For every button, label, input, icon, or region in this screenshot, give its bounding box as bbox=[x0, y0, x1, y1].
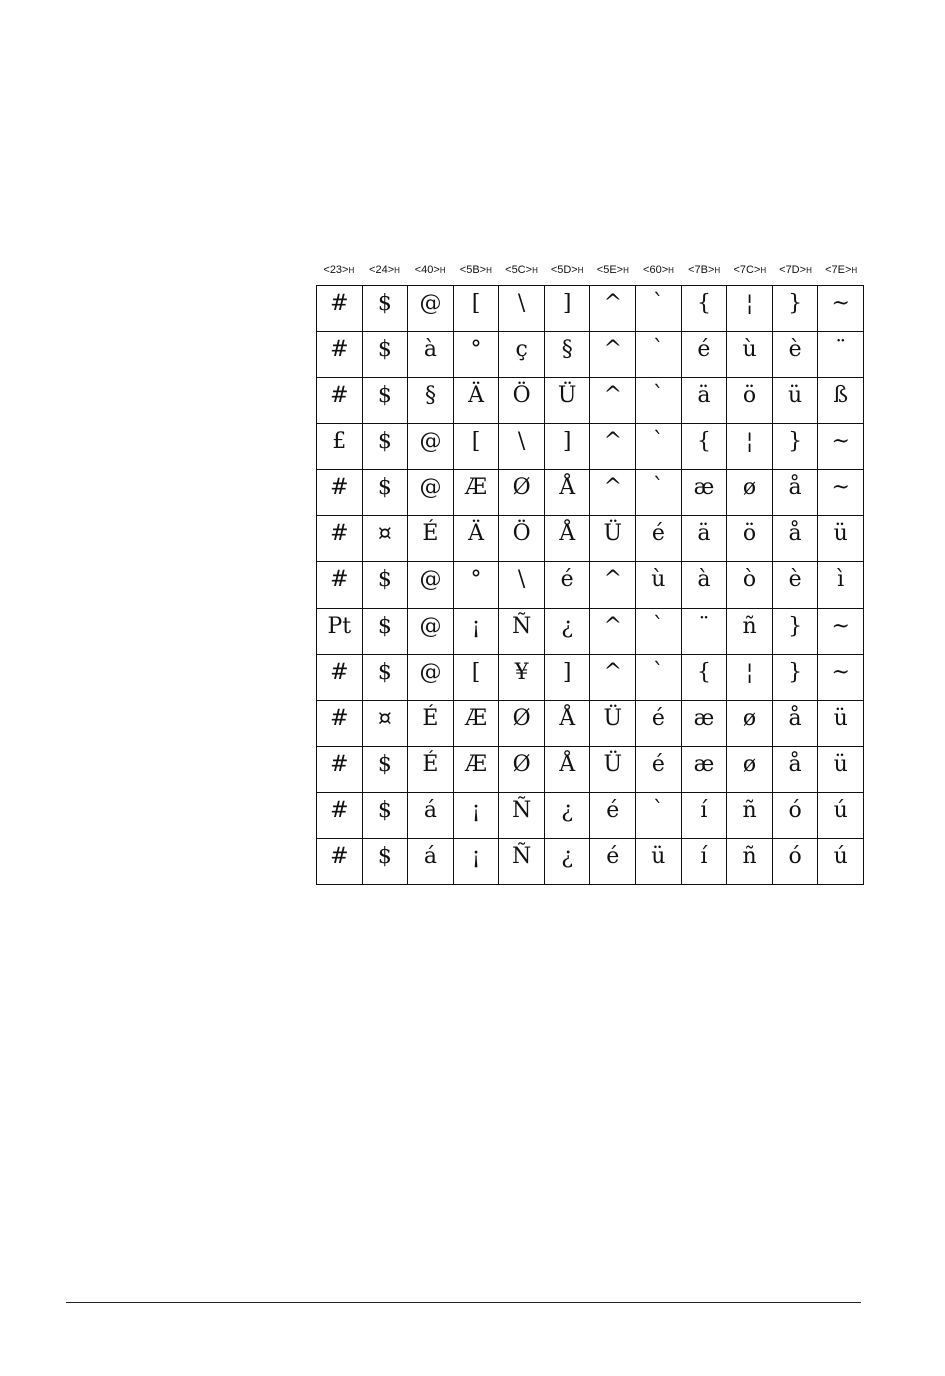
table-cell: ¿ bbox=[545, 839, 591, 885]
table-cell: ç bbox=[499, 332, 545, 378]
table-cell: $ bbox=[363, 378, 409, 424]
table-cell: Æ bbox=[454, 470, 500, 516]
table-cell: § bbox=[408, 378, 454, 424]
table-cell: ¡ bbox=[454, 793, 500, 839]
table-cell: $ bbox=[363, 839, 409, 885]
table-cell: ~ bbox=[818, 470, 864, 516]
table-cell: ø bbox=[727, 701, 773, 747]
table-cell: # bbox=[317, 793, 363, 839]
table-cell: ö bbox=[727, 378, 773, 424]
table-cell: # bbox=[317, 839, 363, 885]
table-cell: Å bbox=[545, 747, 591, 793]
table-cell: ^ bbox=[590, 332, 636, 378]
table-cell: ó bbox=[773, 793, 819, 839]
table-cell: Ø bbox=[499, 747, 545, 793]
table-cell: Å bbox=[545, 470, 591, 516]
table-cell: ] bbox=[545, 655, 591, 701]
column-header-suffix: H bbox=[623, 266, 629, 275]
table-cell: \ bbox=[499, 286, 545, 332]
table-cell: è bbox=[773, 562, 819, 608]
table-cell: è bbox=[773, 332, 819, 378]
table-cell: Å bbox=[545, 516, 591, 562]
table-cell: # bbox=[317, 470, 363, 516]
table-cell: $ bbox=[363, 286, 409, 332]
table-cell: $ bbox=[363, 332, 409, 378]
table-cell: \ bbox=[499, 562, 545, 608]
table-cell: } bbox=[773, 286, 819, 332]
table-cell: # bbox=[317, 332, 363, 378]
table-cell: [ bbox=[454, 424, 500, 470]
table-cell: $ bbox=[363, 655, 409, 701]
table-cell: } bbox=[773, 609, 819, 655]
table-cell: í bbox=[682, 839, 728, 885]
table-cell: ^ bbox=[590, 286, 636, 332]
table-cell: ^ bbox=[590, 609, 636, 655]
table-cell: é bbox=[545, 562, 591, 608]
column-header bbox=[499, 262, 545, 279]
table-cell: \ bbox=[499, 424, 545, 470]
footer-divider bbox=[66, 1302, 861, 1303]
column-header-code: <7D> bbox=[779, 264, 807, 276]
table-cell: ` bbox=[636, 424, 682, 470]
table-cell: ` bbox=[636, 609, 682, 655]
table-cell: Æ bbox=[454, 747, 500, 793]
table-cell: é bbox=[682, 332, 728, 378]
table-cell: ¦ bbox=[727, 655, 773, 701]
column-header-suffix: H bbox=[668, 266, 674, 275]
table-cell: æ bbox=[682, 701, 728, 747]
table-cell: Ñ bbox=[499, 839, 545, 885]
column-header-code: <23> bbox=[323, 264, 349, 276]
column-header-suffix: H bbox=[806, 266, 812, 275]
table-cell: Ü bbox=[590, 747, 636, 793]
table-cell: å bbox=[773, 470, 819, 516]
table-cell: ^ bbox=[590, 655, 636, 701]
table-cell: Ä bbox=[454, 516, 500, 562]
table-cell: ó bbox=[773, 839, 819, 885]
table-cell: æ bbox=[682, 470, 728, 516]
table-cell: É bbox=[408, 747, 454, 793]
table-cell: ò bbox=[727, 562, 773, 608]
table-cell: Ø bbox=[499, 701, 545, 747]
table-cell: $ bbox=[363, 609, 409, 655]
table-cell: é bbox=[636, 701, 682, 747]
table-cell: Ö bbox=[499, 378, 545, 424]
column-header-code: <5C> bbox=[505, 264, 533, 276]
table-cell: # bbox=[317, 701, 363, 747]
table-cell: { bbox=[682, 286, 728, 332]
table-cell: ü bbox=[773, 378, 819, 424]
table-cell: ¤ bbox=[363, 516, 409, 562]
table-cell: é bbox=[636, 747, 682, 793]
table-cell: ¤ bbox=[363, 701, 409, 747]
table-cell: ] bbox=[545, 286, 591, 332]
column-header-suffix: H bbox=[760, 266, 767, 275]
table-cell: $ bbox=[363, 470, 409, 516]
table-cell: } bbox=[773, 424, 819, 470]
table-cell: ü bbox=[636, 839, 682, 885]
table-cell: æ bbox=[682, 747, 728, 793]
table-cell: ù bbox=[636, 562, 682, 608]
table-cell: ú bbox=[818, 793, 864, 839]
column-header-code: <7E> bbox=[825, 264, 852, 276]
table-cell: @ bbox=[408, 609, 454, 655]
column-header bbox=[362, 262, 408, 279]
column-header-code: <7C> bbox=[733, 264, 761, 276]
table-cell: å bbox=[773, 516, 819, 562]
table-cell: ~ bbox=[818, 424, 864, 470]
table-cell: ` bbox=[636, 470, 682, 516]
table-cell: ñ bbox=[727, 609, 773, 655]
table-cell: á bbox=[408, 839, 454, 885]
table-cell: ° bbox=[454, 562, 500, 608]
column-header bbox=[727, 262, 773, 279]
table-cell: { bbox=[682, 424, 728, 470]
table-cell: [ bbox=[454, 286, 500, 332]
table-cell: ¨ bbox=[818, 332, 864, 378]
table-cell: á bbox=[408, 793, 454, 839]
table-cell: Ø bbox=[499, 470, 545, 516]
column-header-suffix: H bbox=[394, 266, 400, 275]
table-cell: § bbox=[545, 332, 591, 378]
column-header bbox=[681, 262, 727, 279]
column-header-code: <7B> bbox=[688, 264, 715, 276]
table-cell: í bbox=[682, 793, 728, 839]
table-cell: @ bbox=[408, 655, 454, 701]
table-cell: $ bbox=[363, 562, 409, 608]
table-cell: å bbox=[773, 747, 819, 793]
table-cell: ø bbox=[727, 747, 773, 793]
table-cell: # bbox=[317, 562, 363, 608]
table-cell: # bbox=[317, 516, 363, 562]
table-cell: ø bbox=[727, 470, 773, 516]
column-header-row bbox=[316, 262, 864, 278]
table-cell: Ü bbox=[590, 516, 636, 562]
table-cell: å bbox=[773, 701, 819, 747]
table-cell: $ bbox=[363, 793, 409, 839]
table-cell: é bbox=[590, 839, 636, 885]
column-header-suffix: H bbox=[532, 266, 538, 275]
column-header-suffix: H bbox=[486, 266, 492, 275]
column-header bbox=[316, 262, 362, 279]
column-header-code: <5D> bbox=[550, 264, 578, 276]
column-header-suffix: H bbox=[851, 266, 858, 275]
table-cell: £ bbox=[317, 424, 363, 470]
character-table bbox=[316, 285, 864, 885]
table-cell: É bbox=[408, 701, 454, 747]
column-header bbox=[773, 262, 819, 279]
column-header-suffix: H bbox=[714, 266, 721, 275]
column-header-code: <40> bbox=[414, 264, 440, 276]
table-cell: ñ bbox=[727, 839, 773, 885]
table-cell: ` bbox=[636, 793, 682, 839]
table-cell: Ñ bbox=[499, 793, 545, 839]
table-cell: É bbox=[408, 516, 454, 562]
table-cell: ~ bbox=[818, 609, 864, 655]
table-cell: # bbox=[317, 286, 363, 332]
table-cell: ¦ bbox=[727, 286, 773, 332]
table-cell: ^ bbox=[590, 470, 636, 516]
table-cell: ^ bbox=[590, 378, 636, 424]
table-cell: é bbox=[590, 793, 636, 839]
table-cell: Ü bbox=[545, 378, 591, 424]
table-cell: [ bbox=[454, 655, 500, 701]
column-header-suffix: H bbox=[348, 266, 355, 275]
column-header-suffix: H bbox=[577, 266, 584, 275]
column-header-suffix: H bbox=[439, 266, 446, 275]
column-header bbox=[453, 262, 499, 279]
table-cell: } bbox=[773, 655, 819, 701]
column-header bbox=[818, 262, 864, 279]
table-cell: ^ bbox=[590, 562, 636, 608]
table-cell: ñ bbox=[727, 793, 773, 839]
table-cell: ` bbox=[636, 286, 682, 332]
table-cell: Ä bbox=[454, 378, 500, 424]
table-cell: Pt bbox=[317, 609, 363, 655]
table-cell: Ö bbox=[499, 516, 545, 562]
table-cell: Ü bbox=[590, 701, 636, 747]
table-cell: ß bbox=[818, 378, 864, 424]
table-cell: @ bbox=[408, 424, 454, 470]
table-cell: ` bbox=[636, 655, 682, 701]
table-cell: ¿ bbox=[545, 609, 591, 655]
column-header-code: <5B> bbox=[459, 264, 487, 276]
column-header-code: <60> bbox=[643, 264, 669, 276]
table-cell: ` bbox=[636, 332, 682, 378]
table-cell: # bbox=[317, 747, 363, 793]
table-cell: ú bbox=[818, 839, 864, 885]
table-cell: ù bbox=[727, 332, 773, 378]
table-cell: ¥ bbox=[499, 655, 545, 701]
column-header bbox=[544, 262, 590, 279]
column-header-code: <24> bbox=[369, 264, 395, 276]
table-cell: # bbox=[317, 378, 363, 424]
table-cell: ü bbox=[818, 701, 864, 747]
table-cell: ¦ bbox=[727, 424, 773, 470]
table-cell: Å bbox=[545, 701, 591, 747]
table-cell: ä bbox=[682, 378, 728, 424]
table-cell: ¿ bbox=[545, 793, 591, 839]
table-cell: é bbox=[636, 516, 682, 562]
table-cell: Æ bbox=[454, 701, 500, 747]
table-cell: ` bbox=[636, 378, 682, 424]
table-cell: à bbox=[408, 332, 454, 378]
table-cell: ¡ bbox=[454, 839, 500, 885]
table-cell: à bbox=[682, 562, 728, 608]
table-cell: $ bbox=[363, 747, 409, 793]
table-cell: ä bbox=[682, 516, 728, 562]
column-header-code: <5E> bbox=[596, 264, 624, 276]
table-cell: ì bbox=[818, 562, 864, 608]
table-cell: @ bbox=[408, 562, 454, 608]
table-cell: ° bbox=[454, 332, 500, 378]
table-cell: ü bbox=[818, 747, 864, 793]
table-cell: ~ bbox=[818, 655, 864, 701]
column-header bbox=[590, 262, 636, 279]
table-cell: # bbox=[317, 655, 363, 701]
table-cell: { bbox=[682, 655, 728, 701]
table-cell: ü bbox=[818, 516, 864, 562]
table-cell: @ bbox=[408, 286, 454, 332]
table-cell: $ bbox=[363, 424, 409, 470]
table-cell: ö bbox=[727, 516, 773, 562]
table-cell: ¨ bbox=[682, 609, 728, 655]
column-header bbox=[407, 262, 453, 279]
table-cell: ^ bbox=[590, 424, 636, 470]
table-cell: ~ bbox=[818, 286, 864, 332]
table-cell: ] bbox=[545, 424, 591, 470]
table-cell: Ñ bbox=[499, 609, 545, 655]
table-cell: @ bbox=[408, 470, 454, 516]
table-cell: ¡ bbox=[454, 609, 500, 655]
column-header bbox=[636, 262, 682, 279]
